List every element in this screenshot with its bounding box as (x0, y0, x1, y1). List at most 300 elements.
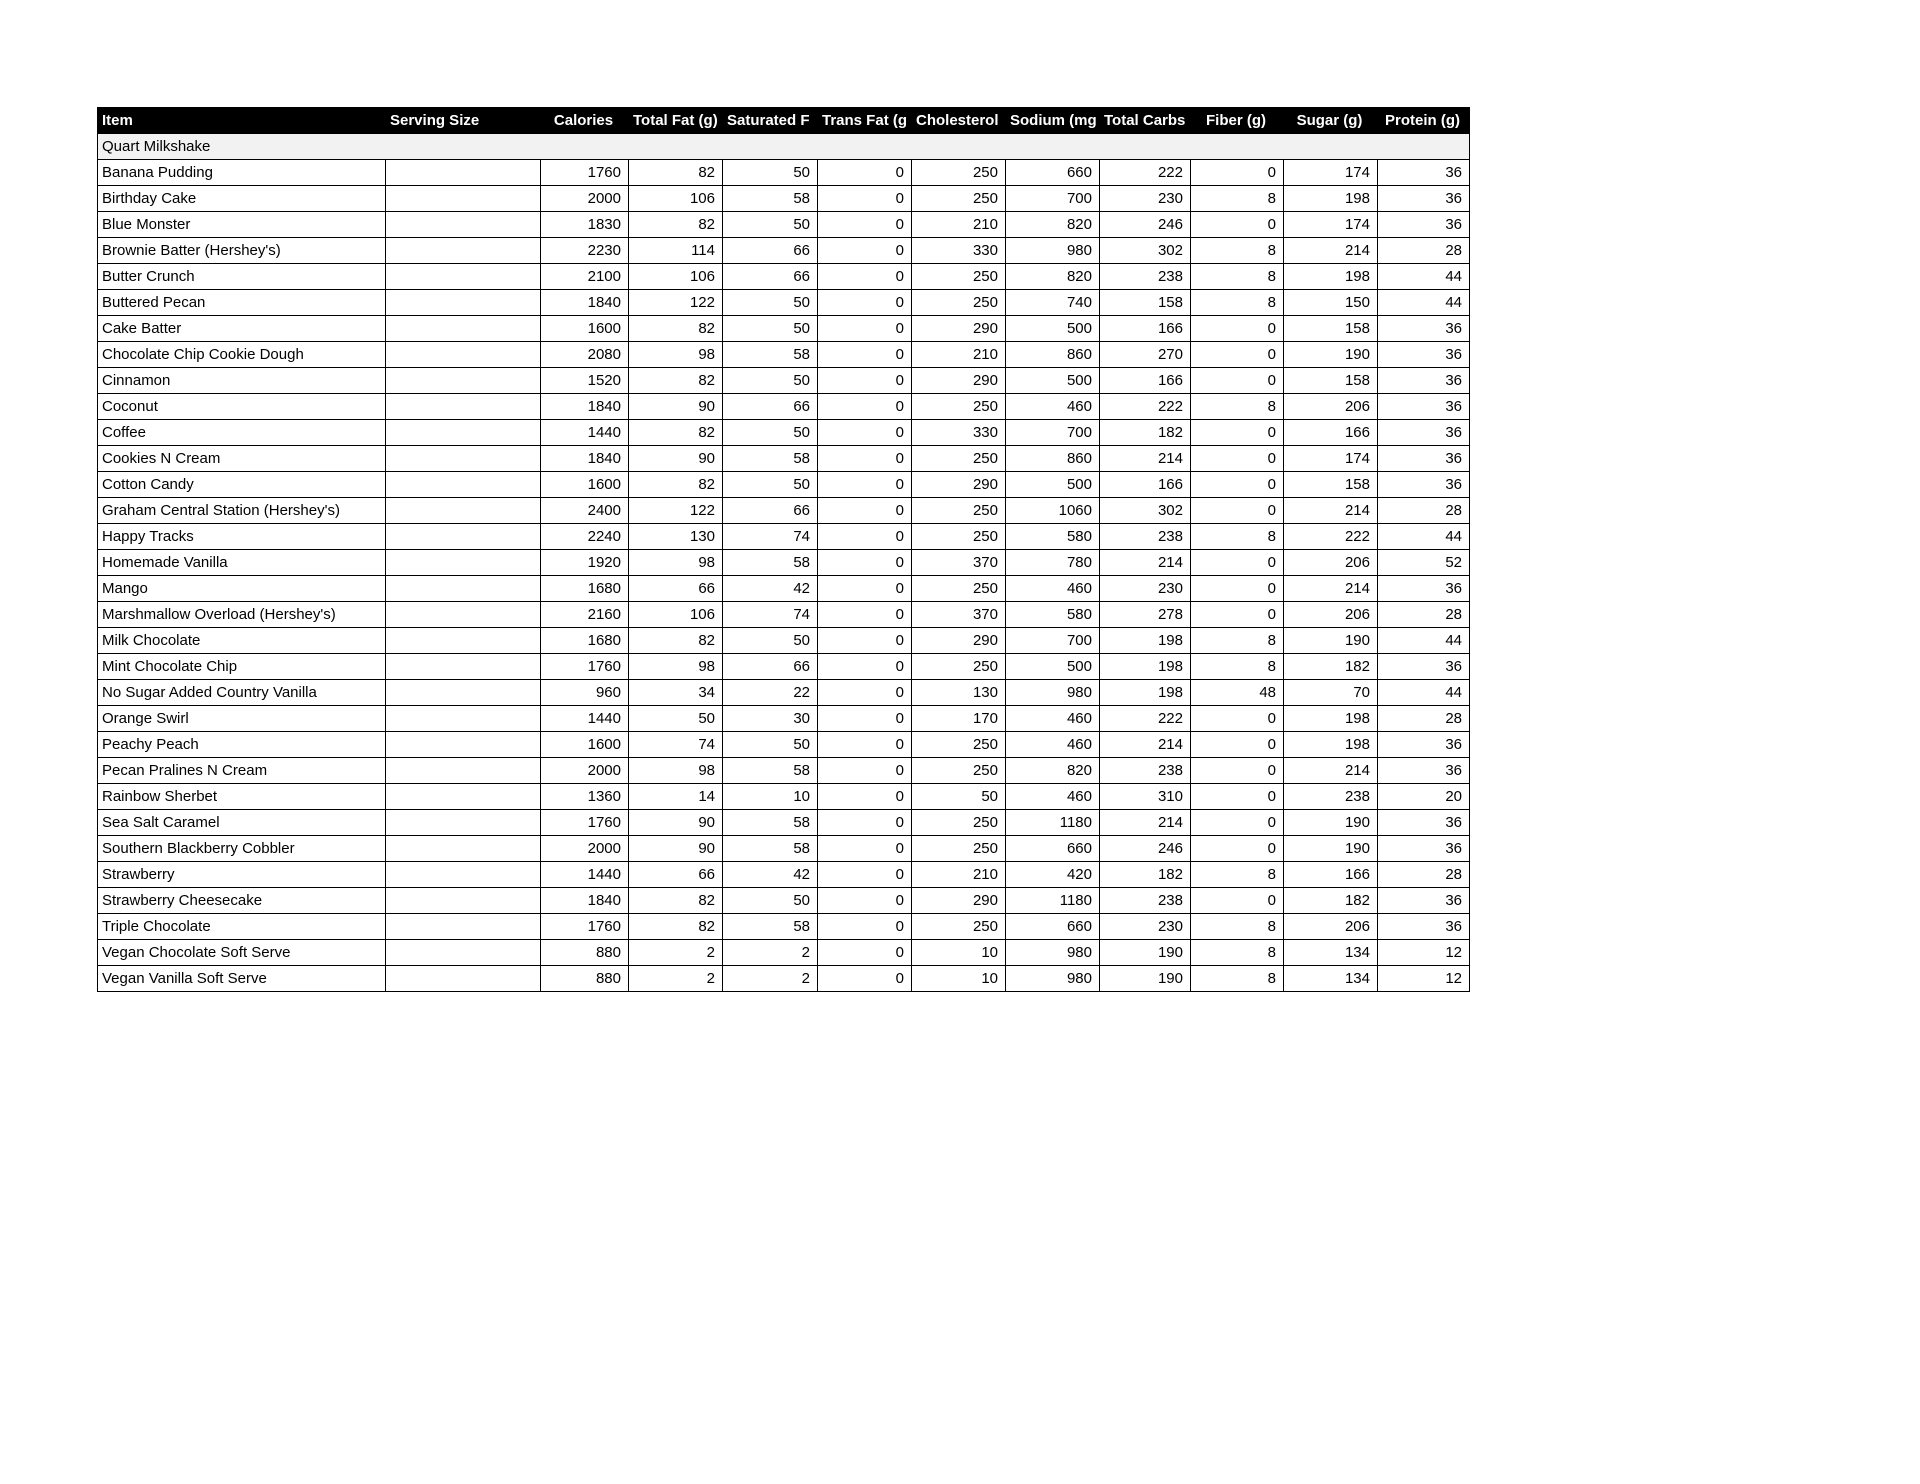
value-cell: 174 (1284, 212, 1378, 238)
value-cell: 74 (723, 524, 818, 550)
value-cell: 166 (1100, 368, 1191, 394)
value-cell: 20 (1378, 784, 1470, 810)
item-cell: Strawberry (98, 862, 386, 888)
value-cell: 122 (629, 290, 723, 316)
value-cell: 44 (1378, 524, 1470, 550)
value-cell: 66 (629, 576, 723, 602)
value-cell: 0 (818, 732, 912, 758)
value-cell: 8 (1191, 238, 1284, 264)
serving-size-cell (386, 758, 541, 784)
serving-size-cell (386, 732, 541, 758)
section-label: Quart Milkshake (98, 134, 1470, 160)
value-cell: 30 (723, 706, 818, 732)
value-cell: 214 (1284, 498, 1378, 524)
value-cell: 660 (1006, 836, 1100, 862)
value-cell: 1440 (541, 420, 629, 446)
value-cell: 134 (1284, 940, 1378, 966)
value-cell: 0 (1191, 784, 1284, 810)
value-cell: 214 (1100, 550, 1191, 576)
value-cell: 190 (1284, 628, 1378, 654)
value-cell: 0 (1191, 888, 1284, 914)
value-cell: 0 (1191, 316, 1284, 342)
value-cell: 0 (818, 914, 912, 940)
serving-size-cell (386, 628, 541, 654)
value-cell: 14 (629, 784, 723, 810)
value-cell: 82 (629, 316, 723, 342)
value-cell: 82 (629, 160, 723, 186)
serving-size-cell (386, 550, 541, 576)
value-cell: 0 (818, 368, 912, 394)
item-cell: Strawberry Cheesecake (98, 888, 386, 914)
value-cell: 0 (818, 472, 912, 498)
value-cell: 0 (818, 550, 912, 576)
value-cell: 250 (912, 290, 1006, 316)
value-cell: 290 (912, 472, 1006, 498)
value-cell: 36 (1378, 472, 1470, 498)
table-row (98, 758, 1470, 784)
value-cell: 190 (1284, 810, 1378, 836)
value-cell: 8 (1191, 940, 1284, 966)
value-cell: 460 (1006, 732, 1100, 758)
value-cell: 58 (723, 810, 818, 836)
value-cell: 166 (1284, 862, 1378, 888)
value-cell: 2 (629, 940, 723, 966)
value-cell: 0 (818, 160, 912, 186)
serving-size-cell (386, 576, 541, 602)
value-cell: 0 (818, 602, 912, 628)
value-cell: 290 (912, 888, 1006, 914)
value-cell: 0 (1191, 706, 1284, 732)
item-cell: Cookies N Cream (98, 446, 386, 472)
value-cell: 182 (1284, 654, 1378, 680)
value-cell: 0 (1191, 472, 1284, 498)
value-cell: 230 (1100, 186, 1191, 212)
value-cell: 50 (912, 784, 1006, 810)
value-cell: 98 (629, 758, 723, 784)
value-cell: 230 (1100, 914, 1191, 940)
value-cell: 2000 (541, 758, 629, 784)
item-cell: Mint Chocolate Chip (98, 654, 386, 680)
value-cell: 238 (1100, 264, 1191, 290)
value-cell: 50 (629, 706, 723, 732)
value-cell: 158 (1284, 472, 1378, 498)
value-cell: 2000 (541, 186, 629, 212)
serving-size-cell (386, 888, 541, 914)
value-cell: 210 (912, 212, 1006, 238)
value-cell: 206 (1284, 602, 1378, 628)
value-cell: 122 (629, 498, 723, 524)
value-cell: 44 (1378, 290, 1470, 316)
value-cell: 0 (818, 420, 912, 446)
value-cell: 250 (912, 498, 1006, 524)
value-cell: 0 (1191, 368, 1284, 394)
serving-size-cell (386, 186, 541, 212)
value-cell: 1440 (541, 706, 629, 732)
serving-size-cell (386, 966, 541, 992)
value-cell: 8 (1191, 264, 1284, 290)
value-cell: 0 (818, 212, 912, 238)
table-row (98, 446, 1470, 472)
value-cell: 12 (1378, 966, 1470, 992)
value-cell: 2240 (541, 524, 629, 550)
value-cell: 0 (818, 186, 912, 212)
value-cell: 114 (629, 238, 723, 264)
value-cell: 0 (818, 966, 912, 992)
table-row (98, 186, 1470, 212)
value-cell: 98 (629, 342, 723, 368)
value-cell: 1760 (541, 654, 629, 680)
value-cell: 190 (1100, 966, 1191, 992)
value-cell: 90 (629, 836, 723, 862)
value-cell: 250 (912, 264, 1006, 290)
value-cell: 0 (818, 810, 912, 836)
value-cell: 58 (723, 186, 818, 212)
value-cell: 182 (1100, 862, 1191, 888)
value-cell: 270 (1100, 342, 1191, 368)
value-cell: 82 (629, 888, 723, 914)
serving-size-cell (386, 654, 541, 680)
value-cell: 206 (1284, 550, 1378, 576)
value-cell: 0 (818, 264, 912, 290)
value-cell: 330 (912, 420, 1006, 446)
value-cell: 182 (1100, 420, 1191, 446)
serving-size-cell (386, 290, 541, 316)
value-cell: 166 (1284, 420, 1378, 446)
value-cell: 700 (1006, 628, 1100, 654)
value-cell: 28 (1378, 602, 1470, 628)
value-cell: 820 (1006, 758, 1100, 784)
value-cell: 460 (1006, 784, 1100, 810)
value-cell: 134 (1284, 966, 1378, 992)
header-cell: Cholesterol (912, 108, 1006, 134)
value-cell: 34 (629, 680, 723, 706)
value-cell: 660 (1006, 914, 1100, 940)
value-cell: 420 (1006, 862, 1100, 888)
serving-size-cell (386, 602, 541, 628)
value-cell: 36 (1378, 732, 1470, 758)
value-cell: 210 (912, 862, 1006, 888)
value-cell: 90 (629, 810, 723, 836)
value-cell: 1180 (1006, 888, 1100, 914)
value-cell: 0 (1191, 550, 1284, 576)
serving-size-cell (386, 212, 541, 238)
value-cell: 246 (1100, 836, 1191, 862)
item-cell: Peachy Peach (98, 732, 386, 758)
value-cell: 66 (723, 238, 818, 264)
value-cell: 44 (1378, 628, 1470, 654)
header-cell: Sugar (g) (1284, 108, 1378, 134)
value-cell: 1760 (541, 160, 629, 186)
value-cell: 50 (723, 290, 818, 316)
table-row (98, 966, 1470, 992)
value-cell: 1830 (541, 212, 629, 238)
value-cell: 158 (1284, 316, 1378, 342)
value-cell: 0 (818, 342, 912, 368)
value-cell: 0 (818, 680, 912, 706)
value-cell: 50 (723, 628, 818, 654)
value-cell: 50 (723, 368, 818, 394)
value-cell: 0 (1191, 602, 1284, 628)
value-cell: 158 (1284, 368, 1378, 394)
value-cell: 198 (1284, 732, 1378, 758)
table-row (98, 836, 1470, 862)
value-cell: 0 (818, 654, 912, 680)
table-row (98, 940, 1470, 966)
table-row (98, 550, 1470, 576)
value-cell: 36 (1378, 420, 1470, 446)
value-cell: 290 (912, 316, 1006, 342)
value-cell: 66 (723, 264, 818, 290)
header-cell: Sodium (mg (1006, 108, 1100, 134)
value-cell: 98 (629, 550, 723, 576)
value-cell: 2400 (541, 498, 629, 524)
value-cell: 52 (1378, 550, 1470, 576)
value-cell: 36 (1378, 758, 1470, 784)
value-cell: 222 (1284, 524, 1378, 550)
value-cell: 36 (1378, 316, 1470, 342)
header-cell: Protein (g) (1378, 108, 1470, 134)
value-cell: 22 (723, 680, 818, 706)
item-cell: Butter Crunch (98, 264, 386, 290)
serving-size-cell (386, 680, 541, 706)
value-cell: 158 (1100, 290, 1191, 316)
value-cell: 214 (1284, 238, 1378, 264)
serving-size-cell (386, 940, 541, 966)
value-cell: 290 (912, 368, 1006, 394)
value-cell: 250 (912, 186, 1006, 212)
value-cell: 150 (1284, 290, 1378, 316)
value-cell: 8 (1191, 524, 1284, 550)
value-cell: 0 (818, 940, 912, 966)
serving-size-cell (386, 316, 541, 342)
item-cell: Marshmallow Overload (Hershey's) (98, 602, 386, 628)
value-cell: 0 (818, 498, 912, 524)
value-cell: 250 (912, 524, 1006, 550)
value-cell: 174 (1284, 446, 1378, 472)
value-cell: 58 (723, 836, 818, 862)
value-cell: 50 (723, 888, 818, 914)
value-cell: 50 (723, 472, 818, 498)
value-cell: 66 (629, 862, 723, 888)
value-cell: 580 (1006, 602, 1100, 628)
item-cell: Triple Chocolate (98, 914, 386, 940)
value-cell: 1360 (541, 784, 629, 810)
value-cell: 82 (629, 212, 723, 238)
value-cell: 0 (818, 628, 912, 654)
serving-size-cell (386, 784, 541, 810)
value-cell: 0 (1191, 212, 1284, 238)
value-cell: 36 (1378, 446, 1470, 472)
value-cell: 8 (1191, 290, 1284, 316)
value-cell: 28 (1378, 862, 1470, 888)
value-cell: 1060 (1006, 498, 1100, 524)
item-cell: Cake Batter (98, 316, 386, 342)
item-cell: Vegan Vanilla Soft Serve (98, 966, 386, 992)
table-header-row (98, 108, 1470, 134)
table-row (98, 290, 1470, 316)
value-cell: 302 (1100, 498, 1191, 524)
serving-size-cell (386, 342, 541, 368)
value-cell: 36 (1378, 342, 1470, 368)
value-cell: 250 (912, 446, 1006, 472)
value-cell: 206 (1284, 914, 1378, 940)
value-cell: 1440 (541, 862, 629, 888)
item-cell: Coffee (98, 420, 386, 446)
value-cell: 580 (1006, 524, 1100, 550)
value-cell: 90 (629, 394, 723, 420)
table-row (98, 316, 1470, 342)
value-cell: 66 (723, 654, 818, 680)
value-cell: 58 (723, 446, 818, 472)
value-cell: 0 (818, 238, 912, 264)
serving-size-cell (386, 446, 541, 472)
value-cell: 10 (723, 784, 818, 810)
value-cell: 8 (1191, 628, 1284, 654)
value-cell: 302 (1100, 238, 1191, 264)
value-cell: 0 (818, 446, 912, 472)
value-cell: 198 (1284, 186, 1378, 212)
value-cell: 50 (723, 212, 818, 238)
section-row (98, 134, 1470, 160)
serving-size-cell (386, 914, 541, 940)
value-cell: 0 (1191, 732, 1284, 758)
value-cell: 8 (1191, 654, 1284, 680)
serving-size-cell (386, 160, 541, 186)
value-cell: 0 (818, 706, 912, 732)
item-cell: Cinnamon (98, 368, 386, 394)
value-cell: 2 (723, 966, 818, 992)
value-cell: 0 (1191, 446, 1284, 472)
value-cell: 36 (1378, 368, 1470, 394)
header-cell: Total Fat (g) (629, 108, 723, 134)
value-cell: 1840 (541, 394, 629, 420)
value-cell: 0 (818, 576, 912, 602)
value-cell: 36 (1378, 914, 1470, 940)
value-cell: 106 (629, 186, 723, 212)
value-cell: 500 (1006, 654, 1100, 680)
value-cell: 2 (629, 966, 723, 992)
value-cell: 0 (1191, 576, 1284, 602)
value-cell: 700 (1006, 420, 1100, 446)
value-cell: 980 (1006, 238, 1100, 264)
value-cell: 980 (1006, 940, 1100, 966)
value-cell: 0 (818, 394, 912, 420)
table-row (98, 524, 1470, 550)
value-cell: 36 (1378, 160, 1470, 186)
value-cell: 58 (723, 758, 818, 784)
value-cell: 8 (1191, 914, 1284, 940)
value-cell: 278 (1100, 602, 1191, 628)
header-cell: Fiber (g) (1191, 108, 1284, 134)
item-cell: Brownie Batter (Hershey's) (98, 238, 386, 264)
value-cell: 50 (723, 420, 818, 446)
value-cell: 500 (1006, 368, 1100, 394)
value-cell: 190 (1100, 940, 1191, 966)
value-cell: 166 (1100, 316, 1191, 342)
header-cell: Total Carbs (1100, 108, 1191, 134)
value-cell: 1600 (541, 472, 629, 498)
item-cell: Mango (98, 576, 386, 602)
table-row (98, 394, 1470, 420)
table-row (98, 784, 1470, 810)
serving-size-cell (386, 420, 541, 446)
value-cell: 238 (1100, 758, 1191, 784)
value-cell: 0 (1191, 758, 1284, 784)
table-row (98, 160, 1470, 186)
value-cell: 860 (1006, 446, 1100, 472)
value-cell: 860 (1006, 342, 1100, 368)
value-cell: 82 (629, 420, 723, 446)
value-cell: 238 (1284, 784, 1378, 810)
value-cell: 0 (818, 290, 912, 316)
table-row (98, 238, 1470, 264)
value-cell: 74 (723, 602, 818, 628)
value-cell: 36 (1378, 888, 1470, 914)
value-cell: 370 (912, 550, 1006, 576)
table-row (98, 498, 1470, 524)
serving-size-cell (386, 498, 541, 524)
value-cell: 222 (1100, 394, 1191, 420)
value-cell: 82 (629, 914, 723, 940)
table-row (98, 472, 1470, 498)
value-cell: 58 (723, 342, 818, 368)
item-cell: Birthday Cake (98, 186, 386, 212)
value-cell: 230 (1100, 576, 1191, 602)
table-row (98, 888, 1470, 914)
header-cell: Serving Size (386, 108, 541, 134)
value-cell: 700 (1006, 186, 1100, 212)
value-cell: 190 (1284, 836, 1378, 862)
value-cell: 0 (818, 524, 912, 550)
value-cell: 206 (1284, 394, 1378, 420)
value-cell: 820 (1006, 264, 1100, 290)
serving-size-cell (386, 472, 541, 498)
value-cell: 50 (723, 316, 818, 342)
value-cell: 820 (1006, 212, 1100, 238)
value-cell: 2160 (541, 602, 629, 628)
serving-size-cell (386, 810, 541, 836)
value-cell: 250 (912, 160, 1006, 186)
value-cell: 82 (629, 368, 723, 394)
value-cell: 460 (1006, 394, 1100, 420)
header-cell: Saturated F (723, 108, 818, 134)
value-cell: 1600 (541, 316, 629, 342)
value-cell: 8 (1191, 862, 1284, 888)
value-cell: 0 (1191, 160, 1284, 186)
item-cell: Milk Chocolate (98, 628, 386, 654)
value-cell: 500 (1006, 472, 1100, 498)
value-cell: 48 (1191, 680, 1284, 706)
value-cell: 0 (1191, 342, 1284, 368)
value-cell: 66 (723, 498, 818, 524)
nutrition-table (97, 107, 1470, 992)
value-cell: 0 (1191, 498, 1284, 524)
value-cell: 198 (1100, 654, 1191, 680)
header-cell: Item (98, 108, 386, 134)
value-cell: 82 (629, 472, 723, 498)
value-cell: 214 (1284, 576, 1378, 602)
value-cell: 28 (1378, 706, 1470, 732)
value-cell: 106 (629, 264, 723, 290)
value-cell: 82 (629, 628, 723, 654)
value-cell: 198 (1100, 680, 1191, 706)
value-cell: 58 (723, 550, 818, 576)
table-row (98, 862, 1470, 888)
serving-size-cell (386, 862, 541, 888)
value-cell: 250 (912, 576, 1006, 602)
table-row (98, 264, 1470, 290)
table-row (98, 654, 1470, 680)
